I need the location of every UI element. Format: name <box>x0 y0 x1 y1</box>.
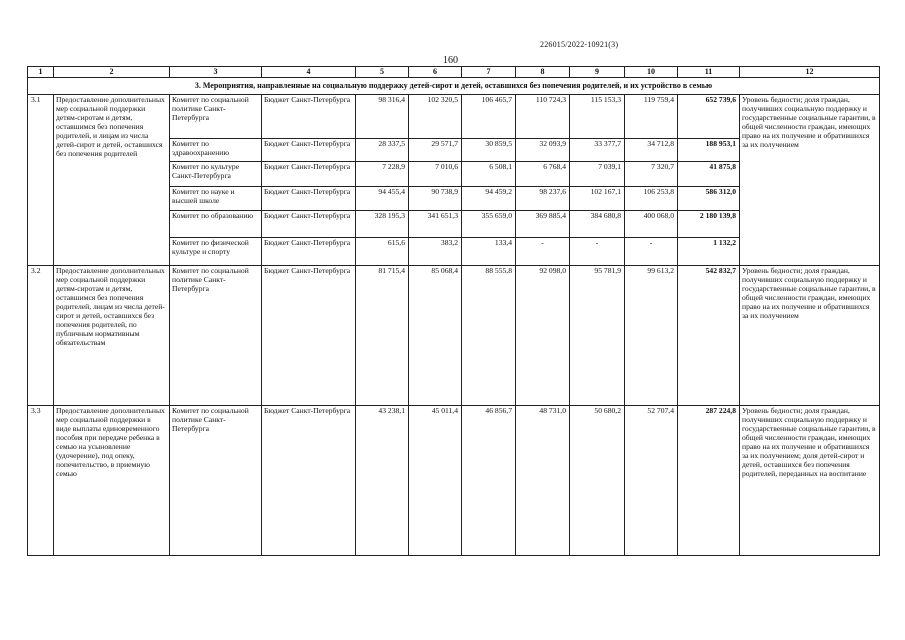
year-value: 102 320,5 <box>409 95 462 139</box>
year-value: 98 316,4 <box>356 95 409 139</box>
col-header: 7 <box>462 67 516 78</box>
indicator-text: Уровень бедности; доля граждан, получивших социальную поддержку и государственные социальные гарантии, в общей численности граждан, имеющих право на их получение и обратившихся за их получением <box>740 95 880 266</box>
year-value: 98 237,6 <box>516 187 570 211</box>
year-value: 99 613,2 <box>625 266 678 406</box>
measure-name: Предоставление дополнительных мер социальной поддержки детям-сиротам и детям, оставшимся без попечения родителей, лицам из числа детей-сирот и детей, оставшихся без попечения родителей, по публичным нормативным обязательствам <box>54 266 170 406</box>
year-value: 102 167,1 <box>570 187 625 211</box>
col-header: 9 <box>570 67 625 78</box>
year-value: 29 571,7 <box>409 139 462 162</box>
col-header: 4 <box>262 67 356 78</box>
funding-source: Бюджет Санкт-Петербурга <box>262 139 356 162</box>
total-value: 41 875,8 <box>678 162 740 187</box>
funding-source: Бюджет Санкт-Петербурга <box>262 238 356 266</box>
year-value: 7 228,9 <box>356 162 409 187</box>
funding-source: Бюджет Санкт-Петербурга <box>262 162 356 187</box>
year-value: 94 455,4 <box>356 187 409 211</box>
year-value: 6 768,4 <box>516 162 570 187</box>
indicator-text: Уровень бедности; доля граждан, получивших социальную поддержку и государственные социальные гарантии, в общей численности граждан, имеющих право на их получение и обратившихся за их получением; доля детей-сирот и детей, оставшихся без попечения родителей, переданных на воспитание <box>740 406 880 556</box>
row-index: 3.3 <box>28 406 54 556</box>
year-value: 85 068,4 <box>409 266 462 406</box>
executor: Комитет по социальной политике Санкт-Петербурга <box>170 95 262 139</box>
executor: Комитет по здравоохранению <box>170 139 262 162</box>
indicator-text: Уровень бедности; доля граждан, получивших социальную поддержку и государственные социальные гарантии, в общей численности граждан, имеющих право на их получение и обратившихся за их получением <box>740 266 880 406</box>
year-value: 119 759,4 <box>625 95 678 139</box>
col-header: 6 <box>409 67 462 78</box>
year-value: 400 068,0 <box>625 211 678 238</box>
year-value: 133,4 <box>462 238 516 266</box>
year-value: 90 738,9 <box>409 187 462 211</box>
section-title: 3. Мероприятия, направленные на социальную поддержку детей-сирот и детей, оставшихся без попечения родителей, и их устройство в семью <box>28 78 880 95</box>
year-value: 355 659,0 <box>462 211 516 238</box>
executor: Комитет по социальной политике Санкт-Петербурга <box>170 266 262 406</box>
year-value: - <box>516 238 570 266</box>
year-value: 95 781,9 <box>570 266 625 406</box>
year-value: 94 459,2 <box>462 187 516 211</box>
col-header: 12 <box>740 67 880 78</box>
measure-name: Предоставление дополнительных мер социальной поддержки детям-сиротам и детям, оставшимся без попечения родителей, и лицам из числа детей-сирот и детей, оставшихся без попечения родителей <box>54 95 170 266</box>
row-index: 3.1 <box>28 95 54 266</box>
total-value: 287 224,8 <box>678 406 740 556</box>
funding-source: Бюджет Санкт-Петербурга <box>262 406 356 556</box>
year-value: 615,6 <box>356 238 409 266</box>
page-number: 160 <box>443 55 458 66</box>
year-value: - <box>570 238 625 266</box>
year-value: 341 651,3 <box>409 211 462 238</box>
year-value: 48 731,0 <box>516 406 570 556</box>
total-value: 2 180 139,8 <box>678 211 740 238</box>
column-number-row <box>28 67 880 78</box>
total-value: 188 953,1 <box>678 139 740 162</box>
year-value: 7 320,7 <box>625 162 678 187</box>
year-value: 88 555,8 <box>462 266 516 406</box>
year-value: 7 010,6 <box>409 162 462 187</box>
table-row <box>28 266 880 406</box>
year-value: 30 859,5 <box>462 139 516 162</box>
table-row <box>28 95 880 139</box>
year-value: 34 712,8 <box>625 139 678 162</box>
total-value: 652 739,6 <box>678 95 740 139</box>
funding-source: Бюджет Санкт-Петербурга <box>262 187 356 211</box>
year-value: 106 465,7 <box>462 95 516 139</box>
measure-name: Предоставление дополнительных мер социальной поддержки в виде выплаты единовременного пособия при передаче ребенка в семью на усыновление (удочерение), под опеку, попечительство, в приемную семью <box>54 406 170 556</box>
year-value: 384 680,8 <box>570 211 625 238</box>
total-value: 542 832,7 <box>678 266 740 406</box>
year-value: 106 253,8 <box>625 187 678 211</box>
year-value: 328 195,3 <box>356 211 409 238</box>
document-number: 226015/2022-10921(3) <box>540 40 619 49</box>
year-value: 50 680,2 <box>570 406 625 556</box>
program-table <box>27 66 880 556</box>
year-value: 52 707,4 <box>625 406 678 556</box>
row-index: 3.2 <box>28 266 54 406</box>
section-row <box>28 78 880 95</box>
funding-source: Бюджет Санкт-Петербурга <box>262 95 356 139</box>
year-value: 43 238,1 <box>356 406 409 556</box>
funding-source: Бюджет Санкт-Петербурга <box>262 266 356 406</box>
col-header: 1 <box>28 67 54 78</box>
year-value: 32 093,9 <box>516 139 570 162</box>
year-value: 81 715,4 <box>356 266 409 406</box>
funding-source: Бюджет Санкт-Петербурга <box>262 211 356 238</box>
year-value: - <box>625 238 678 266</box>
year-value: 33 377,7 <box>570 139 625 162</box>
executor: Комитет по науке и высшей школе <box>170 187 262 211</box>
year-value: 7 039,1 <box>570 162 625 187</box>
year-value: 115 153,3 <box>570 95 625 139</box>
executor: Комитет по социальной политике Санкт-Петербурга <box>170 406 262 556</box>
col-header: 2 <box>54 67 170 78</box>
year-value: 92 098,0 <box>516 266 570 406</box>
executor: Комитет по культуре Санкт-Петербурга <box>170 162 262 187</box>
col-header: 11 <box>678 67 740 78</box>
year-value: 383,2 <box>409 238 462 266</box>
executor: Комитет по образованию <box>170 211 262 238</box>
col-header: 10 <box>625 67 678 78</box>
year-value: 110 724,3 <box>516 95 570 139</box>
year-value: 45 011,4 <box>409 406 462 556</box>
year-value: 6 508,1 <box>462 162 516 187</box>
total-value: 586 312,0 <box>678 187 740 211</box>
col-header: 3 <box>170 67 262 78</box>
year-value: 369 885,4 <box>516 211 570 238</box>
executor: Комитет по физической культуре и спорту <box>170 238 262 266</box>
col-header: 8 <box>516 67 570 78</box>
year-value: 28 337,5 <box>356 139 409 162</box>
col-header: 5 <box>356 67 409 78</box>
total-value: 1 132,2 <box>678 238 740 266</box>
year-value: 46 856,7 <box>462 406 516 556</box>
table-row <box>28 406 880 556</box>
